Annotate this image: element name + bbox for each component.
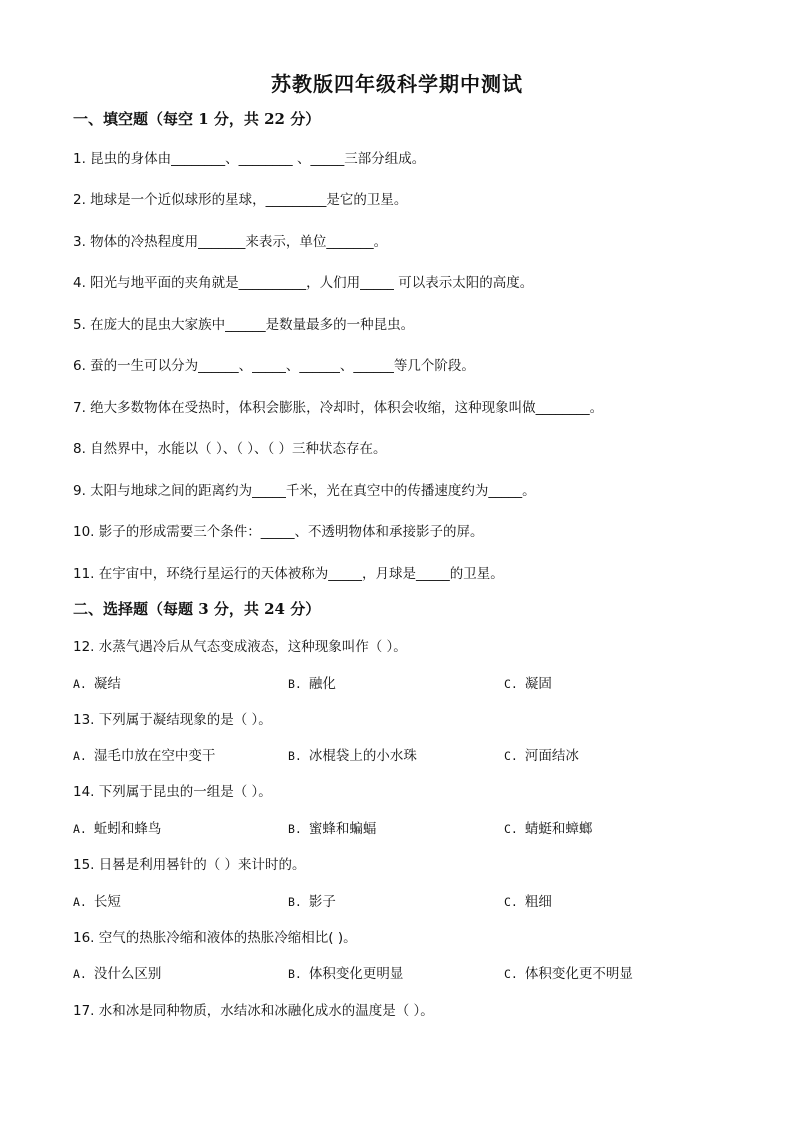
choice-question-12: 12. 水蒸气遇冷后从气态变成液态，这种现象叫作（ ）。 [73,639,407,655]
option-16-b [288,962,403,982]
fill-question-8: 8. 自然界中，水能以（ ）、（ ）、（ ）三种状态存在。 [73,441,387,457]
option-13-a [73,744,215,764]
option-16-c [504,962,633,982]
section-heading-fill-in: 一、填空题（每空 1 分，共 22 分） [73,110,321,128]
option-letter: A. [73,822,87,836]
choice-question-16: 16. 空气的热胀冷缩和液体的热胀冷缩相比( )。 [73,930,357,946]
option-letter: B. [288,895,302,909]
fill-question-11: 11. 在宇宙中，环绕行星运行的天体被称为_____，月球是_____的卫星。 [73,566,504,582]
fill-question-3: 3. 物体的冷热程度用_______来表示，单位_______。 [73,234,388,250]
option-letter: C. [504,749,518,763]
option-text: 长短 [93,894,121,910]
option-15-c [504,890,552,910]
option-12-c [504,672,552,692]
option-text: 影子 [308,894,336,910]
option-14-a [73,817,161,837]
option-letter: B. [288,749,302,763]
option-14-b [288,817,376,837]
option-letter: C. [504,967,518,981]
option-16-a [73,962,161,982]
option-letter: A. [73,967,87,981]
fill-question-7: 7. 绝大多数物体在受热时，体积会膨胀，冷却时，体积会收缩，这种现象叫做________。 [73,400,604,416]
option-text: 体积变化更明显 [308,966,404,982]
option-letter: C. [504,677,518,691]
choice-question-15: 15. 日晷是利用晷针的（ ）来计时的。 [73,857,306,873]
option-text: 凝固 [524,676,552,692]
section-heading-choice: 二、选择题（每题 3 分，共 24 分） [73,600,321,618]
option-letter: B. [288,822,302,836]
fill-question-4: 4. 阳光与地平面的夹角就是__________，人们用_____ 可以表示太阳的高度。 [73,275,534,291]
option-12-a [73,672,121,692]
option-text: 河面结冰 [524,748,579,764]
option-text: 没什么区别 [93,966,162,982]
fill-question-6: 6. 蚕的一生可以分为______、_____、______、______等几个阶段。 [73,358,475,374]
option-13-c [504,744,579,764]
option-text: 湿毛巾放在空中变干 [93,748,216,764]
choice-question-17: 17. 水和冰是同种物质，水结冰和冰融化成水的温度是（ ）。 [73,1003,434,1019]
option-text: 凝结 [93,676,121,692]
fill-question-5: 5. 在庞大的昆虫大家族中______是数量最多的一种昆虫。 [73,317,415,333]
option-14-c [504,817,592,837]
option-letter: A. [73,677,87,691]
option-letter: A. [73,749,87,763]
option-text: 粗细 [524,894,552,910]
option-letter: B. [288,677,302,691]
option-15-a [73,890,121,910]
page-title: 苏教版四年级科学期中测试 [271,72,523,96]
option-text: 蚯蚓和蜂鸟 [93,821,162,837]
option-12-b [288,672,336,692]
option-letter: C. [504,895,518,909]
option-text: 冰棍袋上的小水珠 [308,748,417,764]
fill-question-1: 1. 昆虫的身体由________、________ 、_____三部分组成。 [73,151,426,167]
choice-question-13: 13. 下列属于凝结现象的是（ ）。 [73,712,272,728]
option-letter: A. [73,895,87,909]
option-text: 蜜蜂和蝙蝠 [308,821,377,837]
option-letter: B. [288,967,302,981]
option-letter: C. [504,822,518,836]
option-text: 体积变化更不明显 [524,966,633,982]
fill-question-10: 10. 影子的形成需要三个条件：_____、不透明物体和承接影子的屏。 [73,524,484,540]
fill-question-2: 2. 地球是一个近似球形的星球，_________是它的卫星。 [73,192,408,208]
option-13-b [288,744,417,764]
option-text: 蜻蜓和蟑螂 [524,821,593,837]
choice-question-14: 14. 下列属于昆虫的一组是（ ）。 [73,784,272,800]
option-15-b [288,890,336,910]
fill-question-9: 9. 太阳与地球之间的距离约为_____千米，光在真空中的传播速度约为_____。 [73,483,536,499]
option-text: 融化 [308,676,336,692]
